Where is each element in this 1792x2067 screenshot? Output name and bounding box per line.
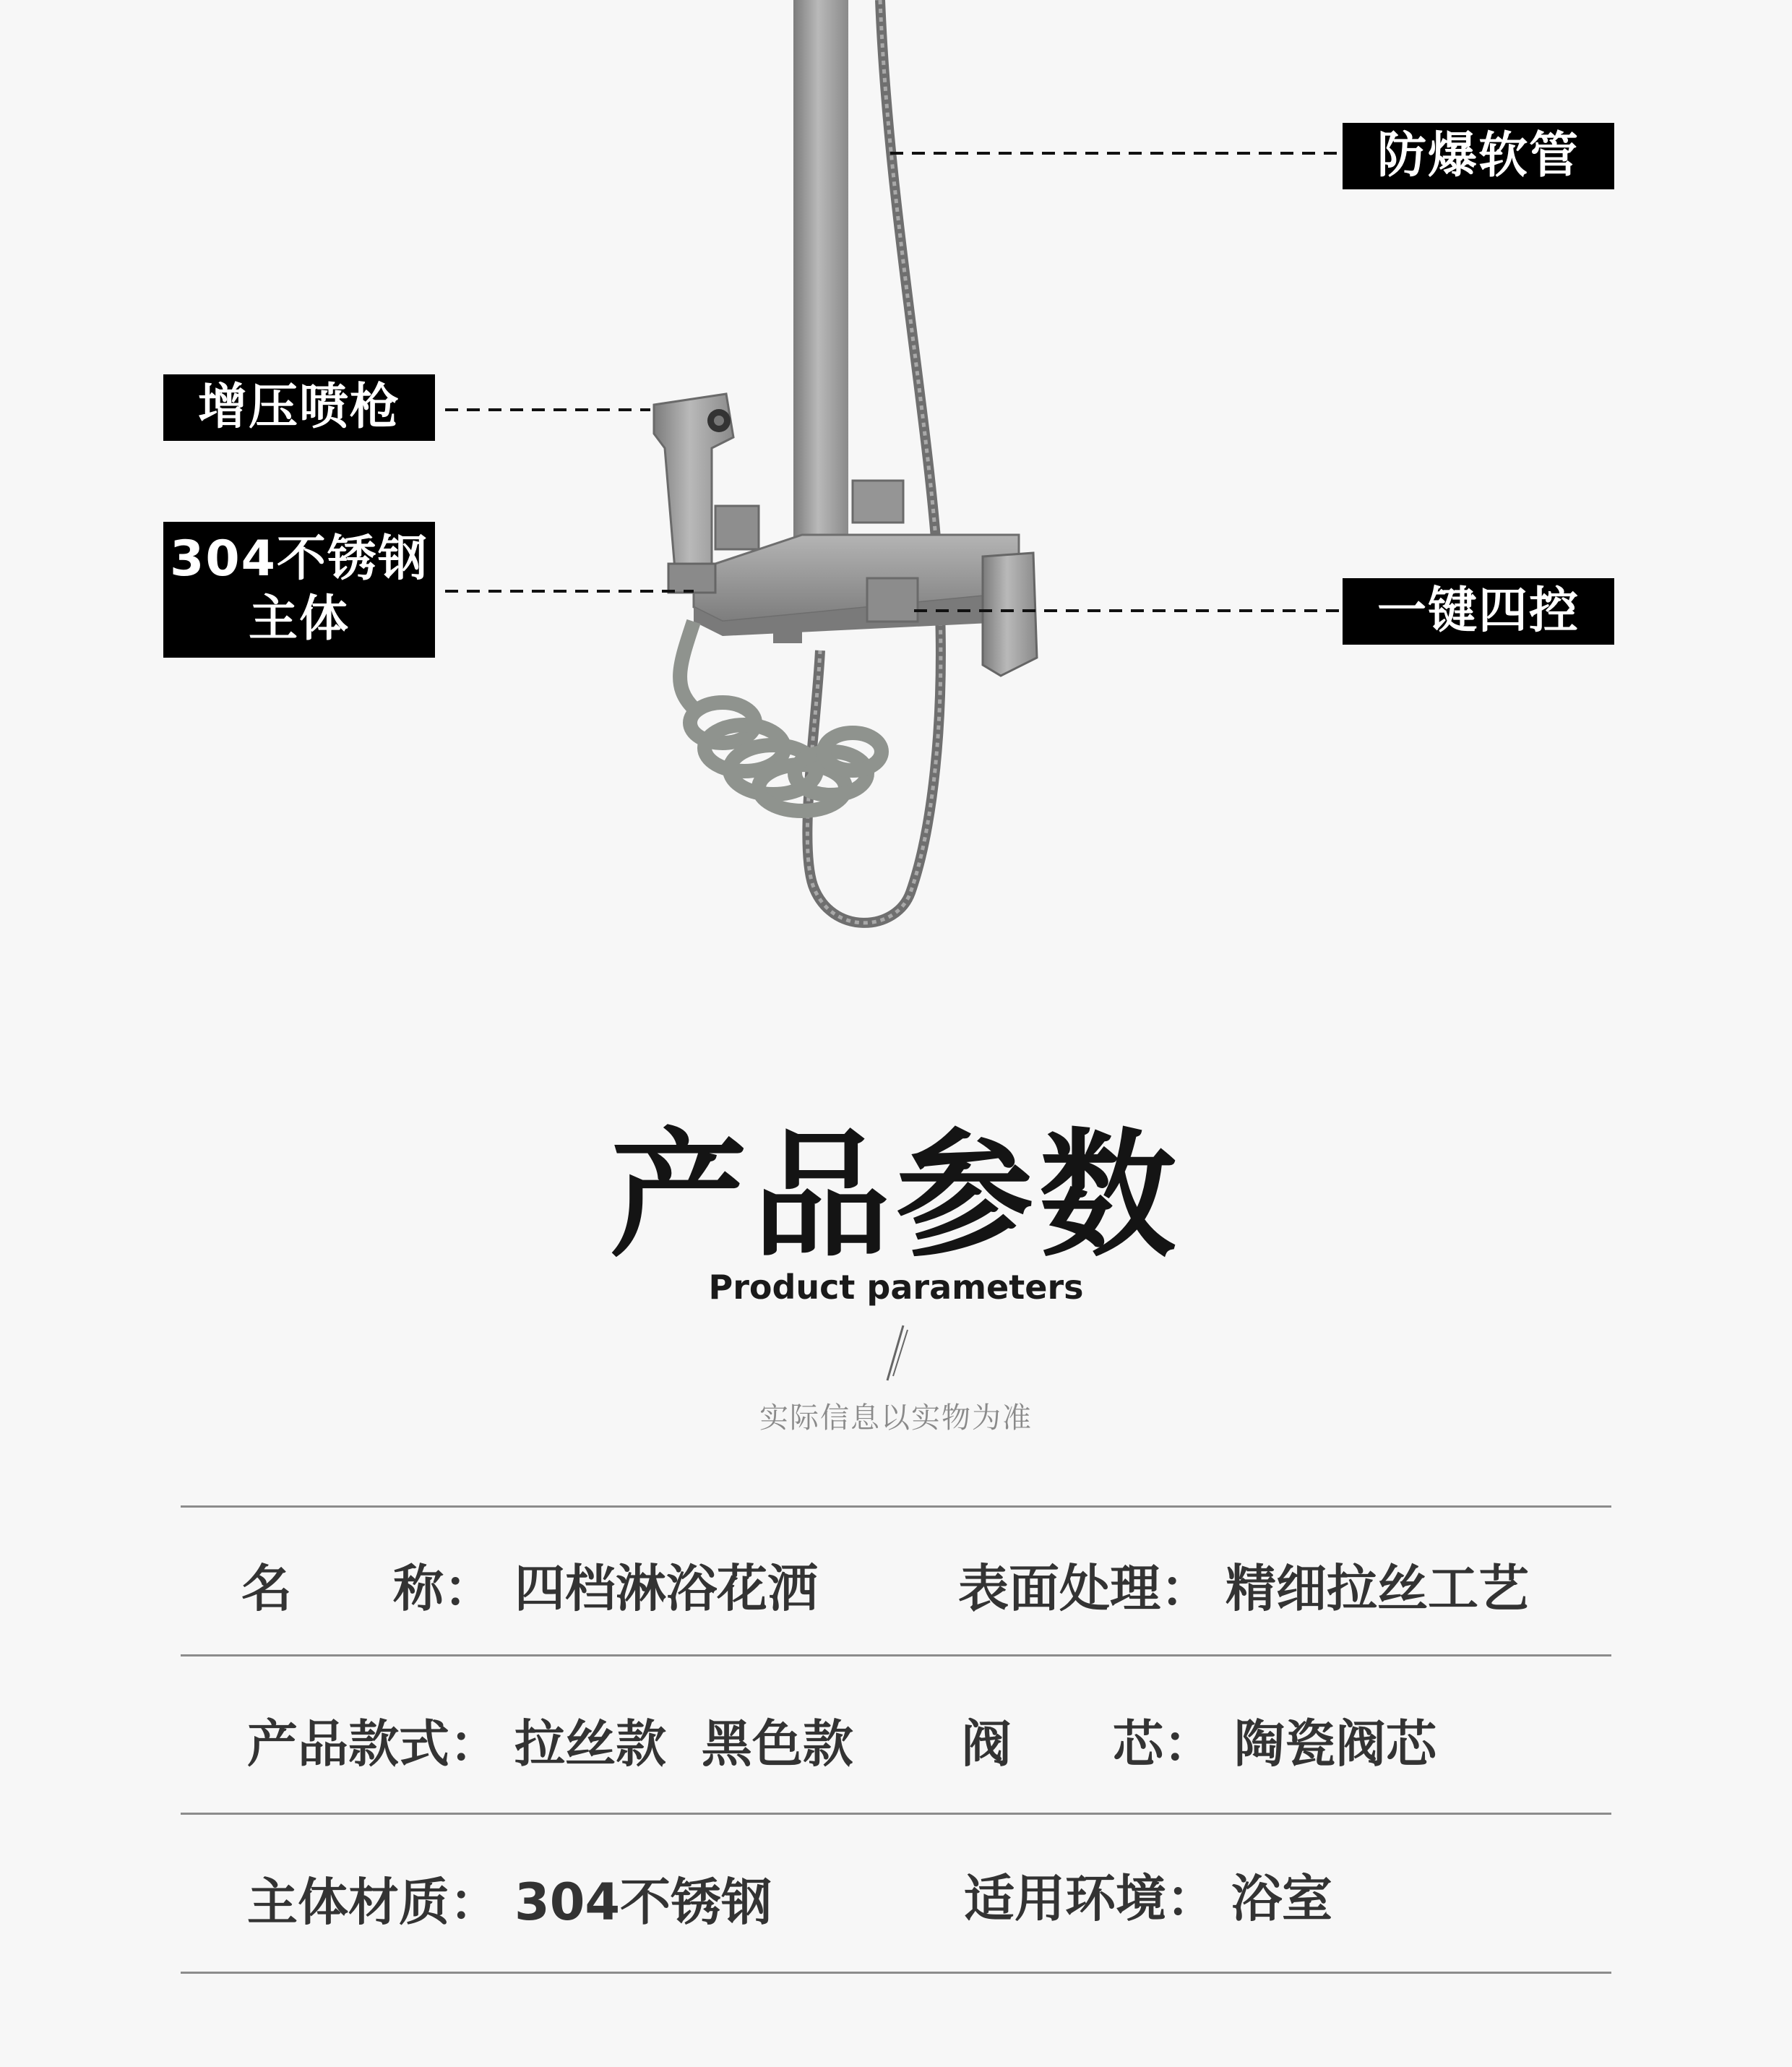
table-divider: [181, 1505, 1611, 1508]
param-label: 主体材质：: [247, 1873, 500, 1932]
callout-spray-gun-label: 增压喷枪: [163, 374, 435, 441]
param-value: 304不锈钢: [514, 1873, 772, 1932]
param-label: 阀 芯：: [961, 1714, 1214, 1774]
disclaimer-note: 实际信息以实物为准: [759, 1401, 1033, 1435]
param-label: 表面处理：: [958, 1559, 1211, 1618]
callout-hose-label: 防爆软管: [1343, 123, 1614, 189]
vertical-pipe: [793, 0, 848, 549]
callout-body-line2: 主体: [248, 590, 350, 648]
param-label: 适用环境：: [964, 1869, 1217, 1928]
table-divider: [181, 1972, 1611, 1974]
param-label: 名 称：: [241, 1559, 494, 1618]
param-label: 产品款式：: [247, 1714, 500, 1774]
valve-handle: [983, 553, 1037, 676]
param-value: 浴室: [1231, 1869, 1332, 1928]
coiled-hose: [680, 622, 882, 811]
param-value: 精细拉丝工艺: [1225, 1559, 1529, 1618]
table-divider: [181, 1813, 1611, 1815]
section-subtitle: Product parameters: [708, 1268, 1084, 1307]
section-title: 产品参数: [609, 1116, 1182, 1276]
callout-control-label: 一键四控: [1343, 578, 1614, 645]
callout-body-material-label: [163, 522, 435, 658]
slash-divider-icon: [882, 1324, 910, 1382]
param-value: 陶瓷阀芯: [1234, 1714, 1436, 1774]
param-value: 四档淋浴花洒: [514, 1559, 818, 1618]
callout-body-line1: 304不锈钢: [170, 530, 428, 588]
param-value: 拉丝款 黑色款: [514, 1714, 853, 1774]
table-divider: [181, 1654, 1611, 1656]
